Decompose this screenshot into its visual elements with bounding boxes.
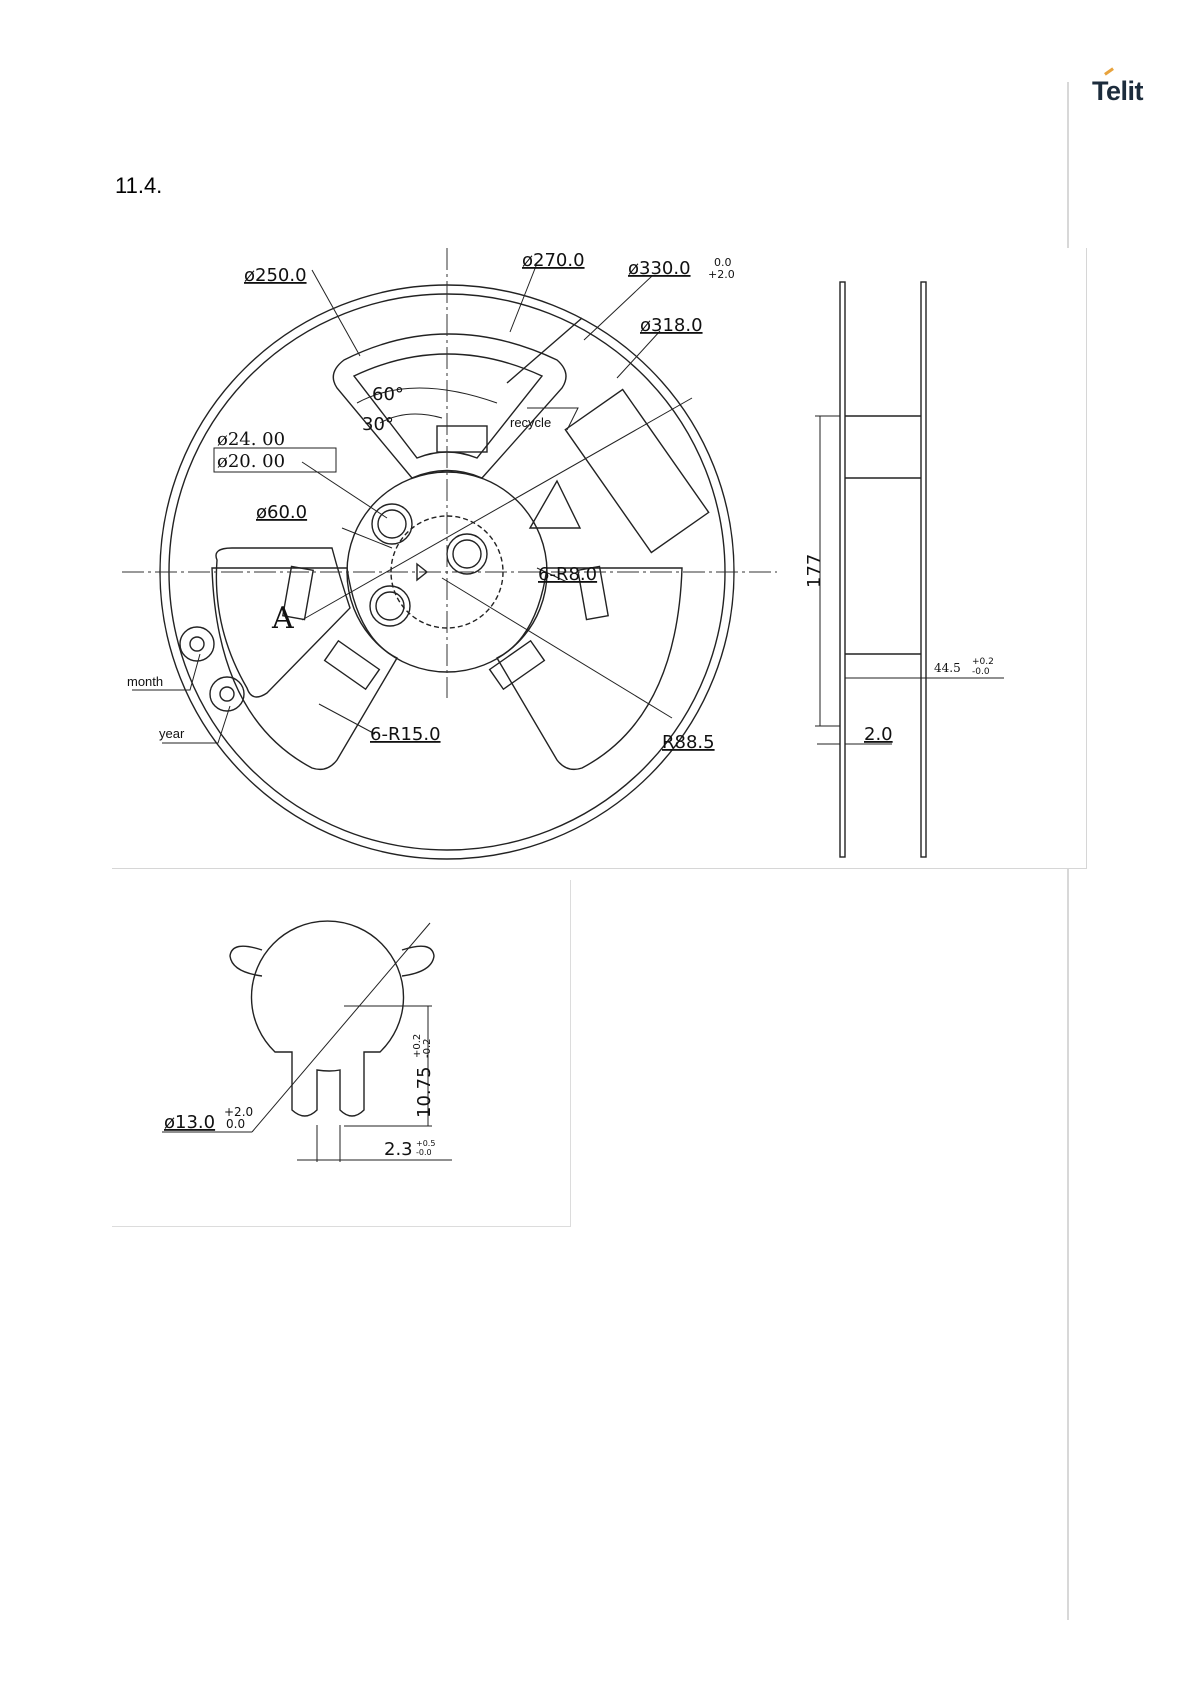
dim-hub-width: 2.3 (384, 1139, 413, 1160)
year-wheel (210, 677, 244, 711)
dim-r15: 6-R15.0 (370, 724, 441, 745)
dim-d318: ø318.0 (640, 315, 703, 336)
dim-r88: R88.5 (662, 732, 715, 753)
hub-slot-lower-left (325, 641, 380, 689)
dim-d330-tol-upper: 0.0 (714, 256, 732, 269)
dim-d20: ø20. 00 (217, 451, 286, 472)
dim-hub-width-tol-lower: -0.0 (416, 1148, 432, 1157)
section-line-a (302, 398, 692, 620)
recycle-symbol (530, 481, 580, 528)
dim-hub-d13: ø13.0 (164, 1112, 216, 1133)
reel-window-top (333, 334, 566, 478)
dim-side-height: 177 (804, 553, 825, 588)
hub-detail-figure (112, 880, 571, 1227)
hub-slot-top (437, 426, 487, 452)
hub-slot-lower-right (490, 641, 545, 689)
dim-hub-height: 10.75 (414, 1066, 435, 1118)
reel-drawing-svg (112, 248, 1086, 868)
view-label-a: A (272, 601, 294, 636)
dim-d24: ø24. 00 (217, 429, 286, 450)
hub-key-left-lobe (230, 946, 262, 976)
reel-window-lower-right (497, 568, 682, 769)
dim-d250: ø250.0 (244, 265, 307, 286)
dim-side-width-tol-upper: +0.2 (972, 657, 994, 667)
dim-angle60: 60° (372, 384, 404, 405)
label-year: year (159, 726, 185, 741)
year-wheel-center (220, 687, 234, 701)
label-month: month (127, 674, 164, 689)
dim-d60: ø60.0 (256, 502, 308, 523)
hub-hole-top-inner (378, 510, 406, 538)
hub-hole-bottom-inner (376, 592, 404, 620)
dim-r8: 6-R8.0 (538, 564, 598, 585)
reel-drawing-figure (112, 248, 1087, 869)
leader-d270 (510, 266, 536, 332)
side-flange-right (921, 282, 926, 857)
telit-logo: Telit (1092, 76, 1143, 106)
leader-d24 (302, 462, 387, 518)
month-wheel (180, 627, 214, 661)
dim-side-flange: 2.0 (864, 724, 893, 745)
leader-d60 (342, 528, 392, 548)
logo-accent-mark (1104, 67, 1114, 75)
dim-d330-tol-lower: +2.0 (708, 268, 735, 281)
dim-d330: ø330.0 (628, 258, 691, 279)
label-recycle: recycle (510, 415, 552, 430)
side-flange-left (840, 282, 845, 857)
hub-hole-right-inner (453, 540, 481, 568)
window-edge-line (507, 318, 582, 383)
dim-d270: ø270.0 (522, 250, 585, 271)
leader-d250 (312, 270, 360, 356)
dim-hub-height-tol-lower: -0.2 (422, 1038, 433, 1058)
dim-hub-d13-tol-upper: +2.0 (224, 1105, 254, 1119)
leader-d13 (252, 923, 430, 1132)
leader-r88 (442, 578, 672, 718)
hub-key-outline (252, 921, 404, 1116)
dim-hub-d13-tol-lower: 0.0 (226, 1117, 246, 1131)
dim-angle30: 30° (362, 414, 394, 435)
hub-detail-svg (112, 880, 570, 1226)
dim-side-width: 44.5 (934, 661, 961, 675)
dim-side-width-tol-lower: -0.0 (972, 667, 990, 677)
dim-hub-width-tol-upper: +0.5 (416, 1139, 436, 1148)
dim-hub-height-tol-upper: +0.2 (412, 1033, 423, 1058)
side-view (840, 282, 926, 857)
section-number: 11.4. (115, 173, 163, 198)
month-wheel-center (190, 637, 204, 651)
